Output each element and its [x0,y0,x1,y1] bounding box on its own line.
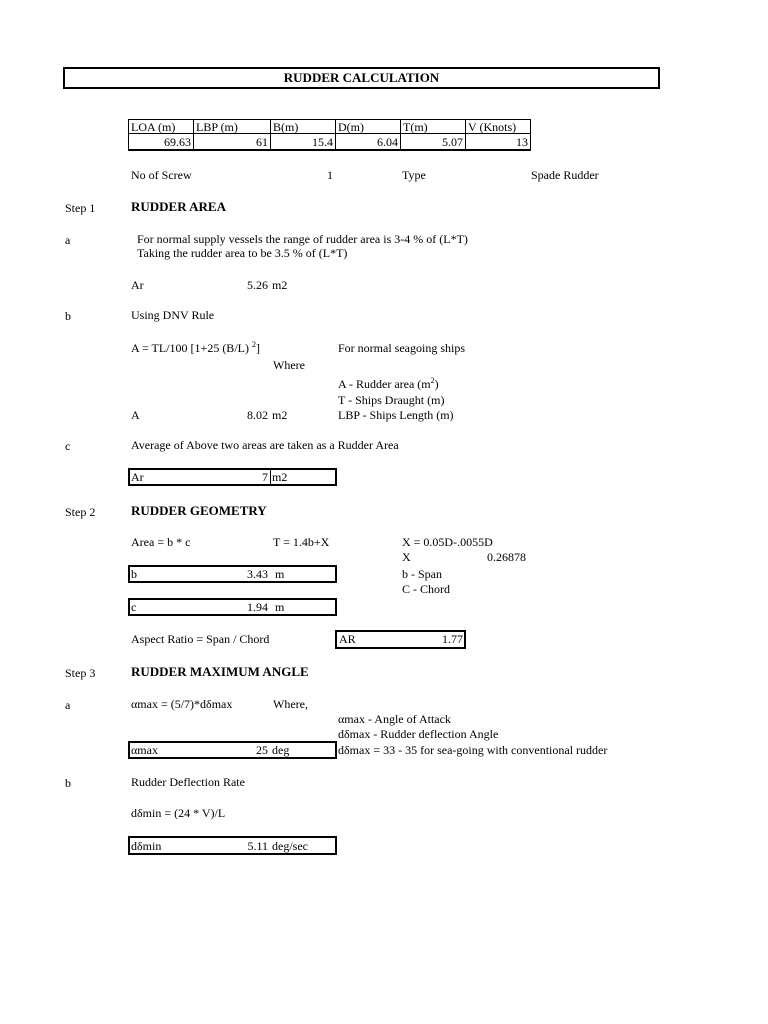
def-alpha: αmax - Angle of Attack [338,712,451,726]
aspect-ratio-value: 1.77 [442,632,463,646]
param-value-d: 6.04 [377,135,398,149]
params-col-line [193,119,194,151]
param-header-d: D(m) [338,120,364,134]
alpha-eq: αmax = (5/7)*dδmax [131,697,233,711]
params-bottom [128,149,531,151]
aspect-ratio-eq: Aspect Ratio = Span / Chord [131,632,270,646]
average-text: Average of Above two areas are taken as a Rudder Area [131,438,399,452]
normal-seagoing: For normal seagoing ships [338,341,465,355]
dnv-formula: A = TL/100 [1+25 (B/L) $^2$] [131,340,260,355]
step1-b-label: b [65,309,71,323]
ar-label: Ar [131,278,144,292]
def-chord: C - Chord [402,582,450,596]
param-value-b: 15.4 [312,135,333,149]
chord-label: c [131,600,137,614]
alpha-unit: deg [272,743,290,757]
step1-a-line2: Taking the rudder area to be 3.5 % of (L*T) [137,246,348,260]
alpha-value: 25 [256,743,268,757]
def-rudder-area: A - Rudder area $(m^2)$ [338,376,439,391]
step2-heading: RUDDER GEOMETRY [131,503,267,518]
avg-area-divider [270,468,271,486]
rate-unit: deg/sec [272,839,308,853]
param-header-v: V (Knots) [468,120,517,134]
step3-b-label: b [65,776,71,790]
alpha-label: αmax [131,743,158,757]
chord-value: 1.94 [247,600,268,614]
step1-a-line1: For normal supply vessels the range of rudder area is 3-4 % of (L*T) [137,232,468,246]
param-header-b: B(m) [273,120,299,134]
def-draught: T - Ships Draught (m) [338,393,445,407]
param-value-lbp: 61 [256,135,268,149]
step2-label: Step 2 [65,505,96,519]
def-delta: dδmax - Rudder deflection Angle [338,727,499,741]
def-length: LBP - Ships Length (m) [338,408,454,422]
a-result-label: A [131,408,140,422]
ar-unit: m2 [272,278,288,292]
x-value: 0.26878 [487,550,526,564]
rate-title: Rudder Deflection Rate [131,775,245,789]
avg-area-unit: m2 [272,470,288,484]
where-comma: Where, [273,697,308,711]
param-header-t: T(m) [403,120,428,134]
ar-value: 5.26 [247,278,268,292]
param-value-loa: 69.63 [164,135,191,149]
param-value-t: 5.07 [442,135,463,149]
screw-value: 1 [327,168,333,182]
chord-unit: m [275,600,285,614]
params-col-line [335,119,336,151]
rate-value: 5.11 [247,839,268,853]
step1-a-label: a [65,233,71,247]
params-col-line [465,119,466,151]
step1-c-label: c [65,439,71,453]
aspect-ratio-label: AR [339,632,356,646]
span-value: 3.43 [247,567,268,581]
x-eq: X = 0.05D-.0055D [402,535,493,549]
type-label: Type [402,168,426,182]
param-value-v: 13 [516,135,528,149]
param-header-loa: LOA (m) [131,120,176,134]
where-label: Where [273,358,305,372]
params-col-line [400,119,401,151]
t-eq: T = 1.4b+X [273,535,330,549]
area-eq: Area = b * c [131,535,191,549]
span-unit: m [275,567,285,581]
avg-area-label: Ar [131,470,144,484]
avg-area-value: 7 [262,470,268,484]
page-title: RUDDER CALCULATION [283,70,440,85]
params-col-line [270,119,271,151]
rate-label: dδmin [131,839,162,853]
x-label: X [402,550,411,564]
screw-label: No of Screw [131,168,192,182]
def-range: dδmax = 33 - 35 for sea-going with conventional rudder [338,743,608,757]
step1-label: Step 1 [65,201,96,215]
step3-label: Step 3 [65,666,96,680]
span-label: b [131,567,137,581]
step3-heading: RUDDER MAXIMUM ANGLE [131,664,309,679]
dnv-rule: Using DNV Rule [131,308,215,322]
a-result-value: 8.02 [247,408,268,422]
param-header-lbp: LBP (m) [196,120,238,134]
step1-heading: RUDDER AREA [131,199,226,214]
step3-a-label: a [65,698,71,712]
def-span: b - Span [402,567,442,581]
rate-eq: dδmin = (24 * V)/L [131,806,226,820]
type-value: Spade Rudder [531,168,599,182]
a-result-unit: m2 [272,408,288,422]
